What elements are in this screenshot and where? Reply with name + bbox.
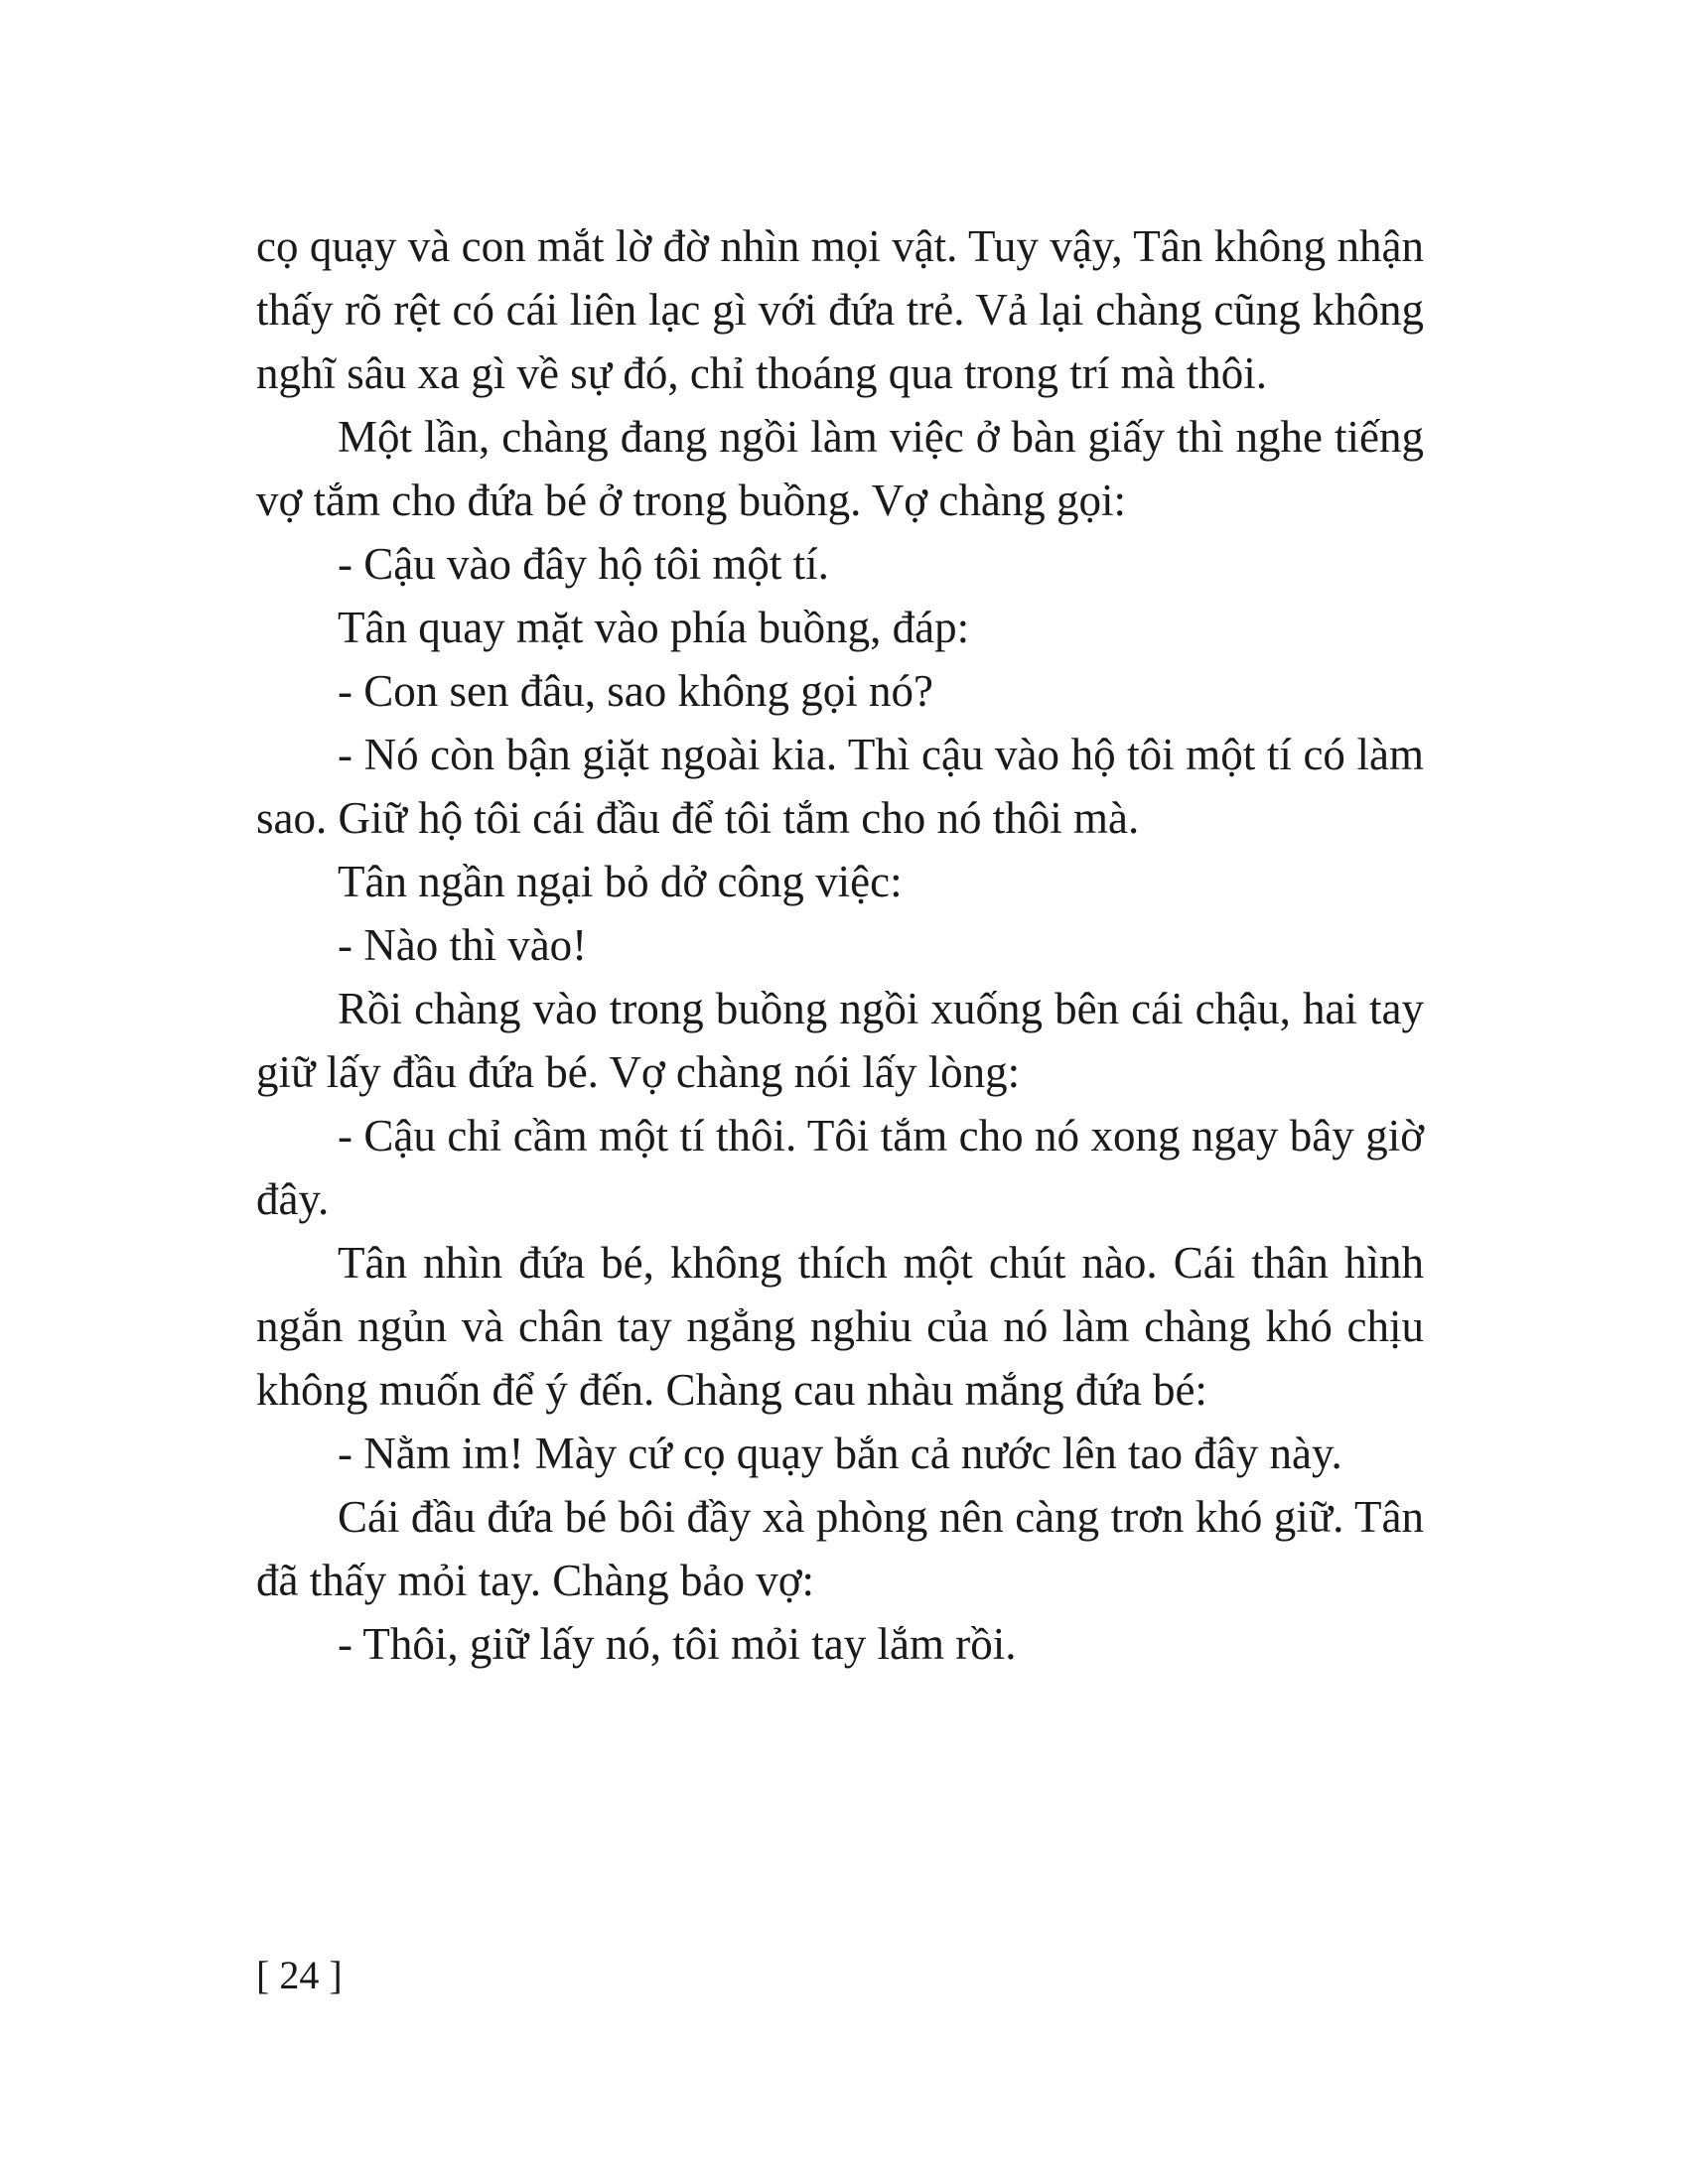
paragraph: Một lần, chàng đang ngồi làm việc ở bàn giấy thì nghe tiếng vợ tắm cho đứa bé ở trong buồng. Vợ chàng gọi: [256, 412, 1424, 525]
dialogue-line: - Cậu chỉ cầm một tí thôi. Tôi tắm cho nó xong ngay bây giờ đây. [256, 1111, 1424, 1224]
paragraph-continuation: cọ quạy và con mắt lờ đờ nhìn mọi vật. Tuy vậy, Tân không nhận thấy rõ rệt có cái liên lạc gì với đứa trẻ. Vả lại chàng cũng không nghĩ sâu xa gì về sự đó, chỉ thoáng qua trong trí mà thôi. [256, 221, 1424, 398]
dialogue-line: - Con sen đâu, sao không gọi nó? [338, 666, 933, 716]
paragraph: Tân nhìn đứa bé, không thích một chút nào. Cái thân hình ngắn ngủn và chân tay ngẳng nghiu của nó làm chàng khó chịu không muốn để ý đến. Chàng cau nhàu mắng đứa bé: [256, 1238, 1424, 1415]
dialogue-line: - Nằm im! Mày cứ cọ quạy bắn cả nước lên tao đây này. [338, 1429, 1342, 1478]
paragraph: Tân ngần ngại bỏ dở công việc: [338, 857, 903, 906]
page-body [256, 214, 1424, 1676]
dialogue-line: - Nó còn bận giặt ngoài kia. Thì cậu vào hộ tôi một tí có làm sao. Giữ hộ tôi cái đầu để tôi tắm cho nó thôi mà. [256, 730, 1424, 843]
dialogue-line: - Nào thì vào! [338, 920, 588, 970]
dialogue-line: - Thôi, giữ lấy nó, tôi mỏi tay lắm rồi. [338, 1619, 1017, 1669]
dialogue-line: - Cậu vào đây hộ tôi một tí. [338, 539, 829, 589]
paragraph: Cái đầu đứa bé bôi đầy xà phòng nên càng trơn khó giữ. Tân đã thấy mỏi tay. Chàng bảo vợ: [256, 1492, 1424, 1605]
paragraph: Rồi chàng vào trong buồng ngồi xuống bên cái chậu, hai tay giữ lấy đầu đứa bé. Vợ chàng nói lấy lòng: [256, 984, 1424, 1097]
paragraph: Tân quay mặt vào phía buồng, đáp: [338, 603, 970, 652]
page-number: [ 24 ] [256, 1953, 343, 1997]
